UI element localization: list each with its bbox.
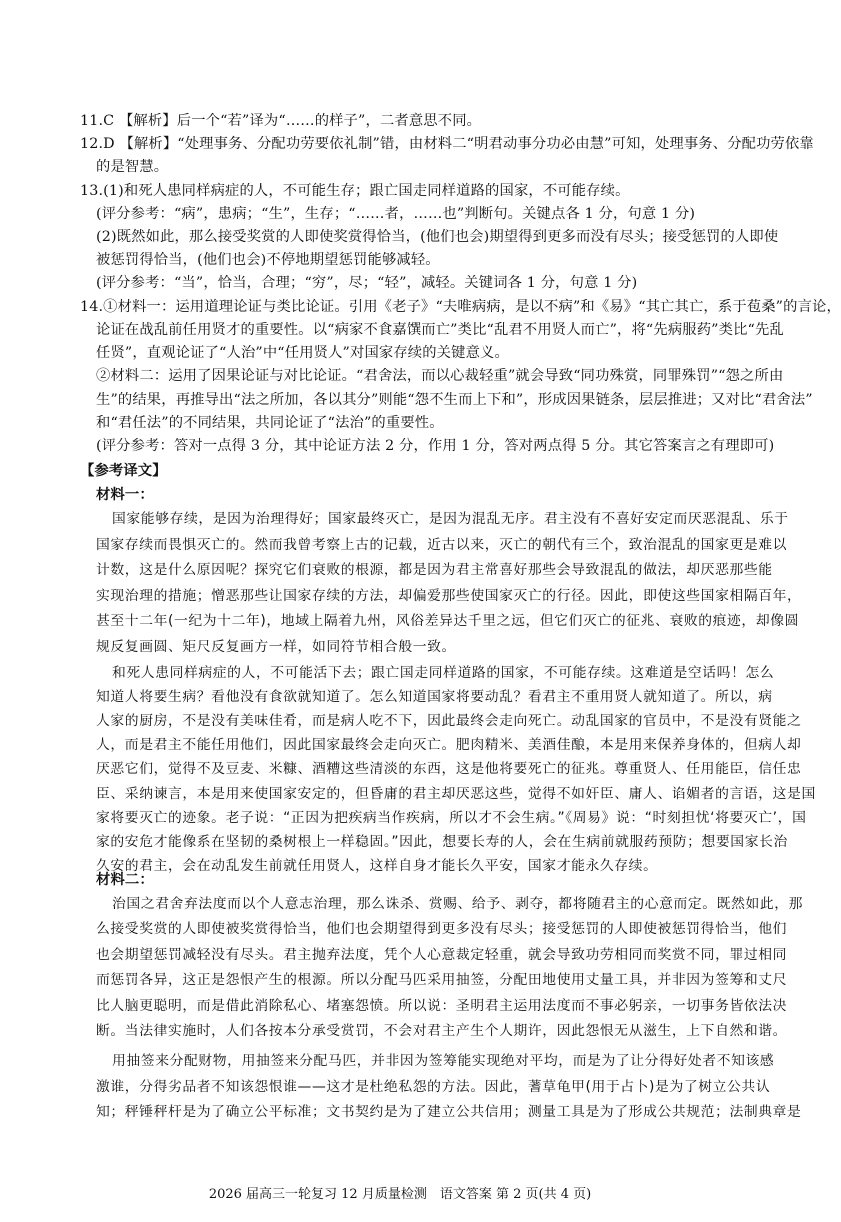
answer-q14-line: 14.①材料一：运用道理论证与类比论证。引用《老子》“夫唯病病，是以不病”和《易》“其亡其亡，系于苞桑”的言论，: [80, 299, 841, 315]
translation-line: 断。当法律实施时，人们各按本分承受赏罚，不会对君主产生个人期许，因此怨恨无从滋生，上下自然和谐。: [96, 1023, 788, 1039]
answer-q13-line: (评分参考：“病”，患病；“生”，生存；“……者，……也”判断句。关键点各 1 分，句意 1 分): [96, 206, 696, 222]
answer-q14-line: 任贤”，直观论证了“人治”中“任用贤人”对国家存续的关键意义。: [96, 345, 509, 361]
answer-q12-line: 的是智慧。: [96, 159, 169, 175]
translation-line: 知道人将要生病？看他没有食欲就知道了。怎么知道国家将要动乱？看君主不重用贤人就知道了。所以，病: [96, 689, 773, 706]
answer-q14-line: 论证在战乱前任用贤才的重要性。以“病家不食嘉馔而亡”类比“乱君不用贤人而亡”，将“先病服药”类比“先乱: [96, 322, 784, 338]
translation-line: 知；秤锤秤杆是为了确立公平标准；文书契约是为了建立公共信用；测量工具是为了形成公共规范；法制典章是: [96, 1104, 802, 1120]
translation-line: 臣、采纳谏言，本是用来使国家安定的，但昏庸的君主却厌恶这些，觉得不如奸臣、庸人、谄媚者的言语，这是国: [96, 785, 816, 802]
translation-line: 实现治理的措施；憎恶那些让国家存续的方法，却偏爱那些使国家灭亡的行径。因此，即使这些国家相隔百年，: [96, 587, 802, 604]
translation-line: 也会期望惩罚减轻没有尽头。君主抛弃法度，凭个人心意裁定轻重，就会导致功劳相同而奖赏不同，罪过相同: [96, 946, 788, 963]
translation-line: 么接受奖赏的人即使被奖赏得恰当，他们也会期望得到更多没有尽头；接受惩罚的人即使被惩罚得恰当，他们: [96, 921, 788, 938]
translation-line: 家的安危才能像系在坚韧的桑树根上一样稳固。”因此，想要长寿的人，会在生病前就服药预防；想要国家长治: [96, 833, 788, 850]
page-footer: 2026 届高三一轮复习 12 月质量检测 语文答案 第 2 页(共 4 页): [208, 1187, 592, 1202]
translation-line: 人家的厨房，不是没有美味佳肴，而是病人吃不下，因此最终会走向死亡。动乱国家的官员中，不是没有贤能之: [96, 713, 802, 730]
answer-q12-line: 12.D 【解析】“处理事务、分配功劳要依礼制”错，由材料二“明君动事分功必由慧”可知，处理事务、分配功劳依靠: [80, 136, 814, 152]
answer-q13-line: 13.(1)和死人患同样病症的人，不可能生存；跟亡国走同样道路的国家，不可能存续。: [80, 183, 630, 199]
answer-q14-line: ②材料二：运用了因果论证与对比论证。“君舍法，而以心裁轻重”就会导致“同功殊赏，同罪殊罚”“怨之所由: [96, 368, 784, 384]
translation-line: 人，而是君主不能任用他们，因此国家最终会走向灭亡。肥肉精米、美酒佳酿，本是用来保养身体的，但病人却: [96, 737, 802, 754]
translation-line: 激谁，分得劣品者不知该怨恨谁——这才是杜绝私怨的方法。因此，蓍草龟甲(用于占卜)是为了树立公共认: [96, 1078, 771, 1095]
translation-line: 计数，这是什么原因呢？探究它们衰败的根源，都是因为君主常喜好那些会导致混乱的做法，却厌恶那些能: [96, 562, 773, 579]
answer-q11: 11.C 【解析】后一个“若”译为“……的样子”，二者意思不同。: [80, 113, 482, 129]
translation-heading: 【参考译文】: [80, 463, 167, 479]
translation-line: 久安的君主，会在动乱发生前就任用贤人，这样自身才能长久平安，国家才能永久存续。: [96, 857, 658, 874]
translation-line: 厌恶它们，觉得不及豆麦、米糠、酒糟这些清淡的东西，这是他将要死亡的征兆。尊重贤人、任用能臣，信任忠: [96, 761, 802, 778]
translation-line: 而惩罚各异，这正是怨恨产生的根源。所以分配马匹采用抽签，分配田地使用丈量工具，并非因为签筹和丈尺: [96, 972, 788, 989]
answer-q13-line: 被惩罚得恰当，(他们也会)不停地期望惩罚能够减轻。: [96, 252, 440, 268]
answer-q13-line: (评分参考：“当”，恰当，合理；“穷”，尽；“轻”，减轻。关键词各 1 分，句意 1 分): [96, 275, 638, 291]
translation-line: 和死人患同样病症的人，不可能活下去；跟亡国走同样道路的国家，不可能存续。这难道是空话吗！怎么: [112, 665, 775, 681]
translation-line: 国家存续而畏惧灭亡的。然而我曾考察上古的记载，近古以来，灭亡的朝代有三个，致治混乱的国家更是难以: [96, 536, 788, 553]
translation-line: 家将要灭亡的迹象。老子说：“正因为把疾病当作疾病，所以才不会生病。”《周易》说：“时刻担忧‘将要灭亡’，国: [96, 809, 807, 826]
translation-line: 甚至十二年(一纪为十二年)，地域上隔着九州，风俗差异达千里之远，但它们灭亡的征兆、衰败的痕迹，却像圆: [96, 613, 800, 630]
answer-q14-line: 和“君任法”的不同结果，共同论证了“法治”的重要性。: [96, 415, 444, 431]
translation-line: 规反复画圆、矩尺反复画方一样，如同符节相合般一致。: [96, 639, 456, 655]
translation-line: 用抽签来分配财物，用抽签来分配马匹，并非因为签筹能实现绝对平均，而是为了让分得好处者不知该感: [112, 1053, 775, 1069]
answer-q13-line: (2)既然如此，那么接受奖赏的人即使奖赏得恰当，(他们也会)期望得到更多而没有尽头；接受惩罚的人即使: [96, 229, 779, 245]
material-two-title: 材料二：: [96, 872, 154, 888]
answer-q14-line: (评分参考：答对一点得 3 分，其中论证方法 2 分，作用 1 分，答对两点得 5 分。其它答案言之有理即可): [96, 438, 775, 454]
translation-line: 比人脑更聪明，而是借此消除私心、堵塞怨愤。所以说：圣明君主运用法度而不事必躬亲，一切事务皆依法决: [96, 997, 788, 1014]
translation-line: 治国之君舍弃法度而以个人意志治理，那么诛杀、赏赐、给予、剥夺，都将随君主的心意而定。既然如此，那: [112, 896, 804, 912]
material-one-title: 材料一：: [96, 487, 154, 503]
answer-q14-line: 生”的结果，再推导出“法之所加，各以其分”则能“怨不生而上下和”，形成因果链条，层层推进；又对比“君舍法”: [96, 392, 813, 408]
translation-line: 国家能够存续，是因为治理得好；国家最终灭亡，是因为混乱无序。君主没有不喜好安定而厌恶混乱、乐于: [112, 511, 789, 527]
